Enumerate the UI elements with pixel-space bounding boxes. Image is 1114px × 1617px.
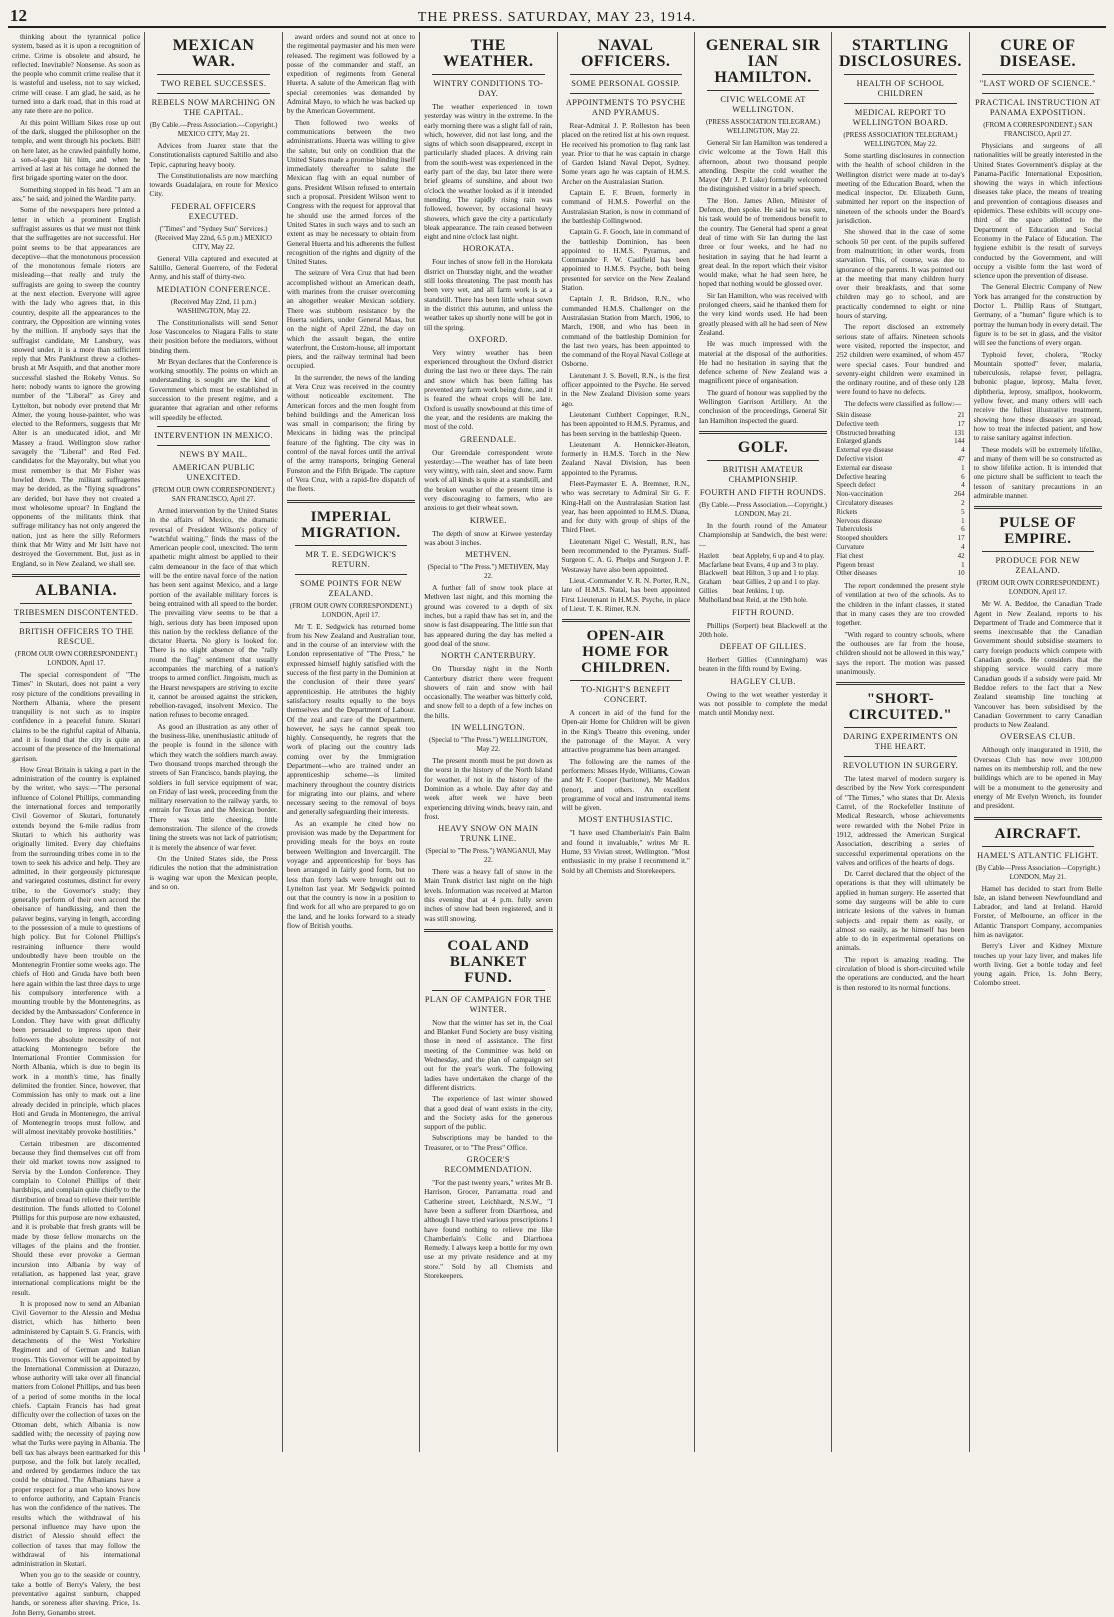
divider [20,622,132,623]
article-paragraph: Although only inaugurated in 1910, the Overseas Club has now over 100,000 names on its membership roll, and the new buildings which are to be opened in May will be a monument to the generosity and energy of Mr Evelyn Wrench, its founder and president. [973,745,1102,811]
defect-name: Non-vaccination [836,490,883,499]
article-paragraph: On Thursday night in the North Canterbury district there were frequent showers of rain and snow with hail occasionally. The weather was bitterly cold, and snow fell to a depth of a few inches on the hills. [424,664,553,720]
article-paragraph: In the fourth round of the Amateur Championship at Sandwich, the best were:— [698,520,828,549]
divider [836,682,964,685]
table-row [836,464,964,473]
subheadline: NORTH CANTERBURY. [441,651,536,661]
table-row [836,411,964,420]
article-paragraph: Four inches of snow fell in the Horokata district on Thursday night, and the weather still looks threatening. The past month has been very wet, and all farm work is at a standstill. There has been little wheat sown in the district this autumn, and unless the weather takes up shortly none will be got in till the spring. [424,257,553,332]
defect-name: Speech defect [836,481,876,490]
article-paragraph: Now that the winter has set in, the Coal and Blanket Fund Society are busy visiting those in need of assistance. The first meeting of the Committee was held on Wednesday, and the plan of campaign set out for the year's work. The following ladies have undertaken the charge of the different districts. [424,1017,553,1092]
article-paragraph: A concert in aid of the fund for the Open-air Home for Children will be given in the King's Theatre this evening, under the patronage of the Mayor. A very attractive programme has been arranged. [561,708,690,755]
divider [974,817,1102,820]
headline-naval-officers: NAVAL OFFICERS. [580,37,671,70]
columns [8,32,1106,1617]
article-paragraph: Advices from Juarez state that the Constitutionalists captured Saltillo and also Tepic, capturing heavy booty. [149,141,278,169]
paper-title-date: THE PRESS. SATURDAY, MAY 23, 1914. [417,10,697,25]
table-row [836,517,964,526]
headline-sir-ian-hamilton: GENERAL SIR IAN HAMILTON. [705,37,821,86]
defect-name: Defective teeth [836,419,879,428]
defect-name: Tuberculosis [836,525,873,534]
article-paragraph: Fleet-Paymaster E. A. Bremner, R.N., who was secretary to Admiral Sir G. F. King-Hall on the Australasian Station last year, has been appointed to H.M.S. Diana, and for duty with group of ships of the Third Fleet. [561,478,690,535]
divider [982,846,1094,847]
subheadline: GREENDALE. [460,434,517,444]
table-row [836,481,964,490]
article-paragraph: Our Greendale correspondent wrote yesterday:—The weather has of late been very wintry, with rain, sleet and snow. Farm work of all kinds is quite at a standstill, and the broken weather of the present time is very discouraging to farmers, who are anxious to get their wheat sown. [424,447,553,513]
defect-count: 131 [954,428,965,437]
article-paragraph: As good an illustration as any other of the business-like, unenthusiastic attitude of the people is found in the silence with which they watch the soldiers march away. Two thousand troops marched through the streets of San Francisco, bands playing, the soldiers in full service equipment of war, on Friday of last week, proceeding from the military reservation to the railway yards, to entrain for Texas and the Mexican border. There was little cheering, little demonstration. The silence of the crowds lining the streets was not lack of patriotism; it is merely the absence of war fever. [149,721,278,852]
article-paragraph: The present month must be put down as the worst in the history of the North Island for weather, if not in the history of the Dominion as a whole. Day after day and week after week we have been experiencing driving winds, heavy rain, and frost. [424,756,553,821]
dateline: (By Cable.—Press Association.—Copyright.) LONDON, May 21. [699,500,827,518]
headline-aircraft: AIRCRAFT. [994,825,1081,842]
article-paragraph: The Hon. James Allen, Minister of Defence, then spoke. He said he was sure, his task would be of tremendous benefit to the country. The General had spent a great deal of time with Sir Ian during the last three or four weeks, and he had no hesitation in saying that he had learnt a great deal. In the report which their visitor would make, what he had seen here, he hoped that nothing would be glossed over. [698,195,828,289]
subheadline: SOME POINTS FOR NEW ZEALAND. [300,578,402,598]
headline-coal-blanket-fund: COAL AND BLANKET FUND. [447,937,530,986]
article-paragraph: "With regard to country schools, where the outhouses are far from the house, children should not be allowed in this way," says the report. The motion was passed unanimously. [836,629,965,676]
column-5 [558,32,695,1452]
table-row [836,455,964,464]
subheadline: TO-NIGHT'S BENEFIT CONCERT. [580,685,671,705]
table-row [836,473,964,482]
article-paragraph: How Great Britain is taking a part in the administration of the country is explained by the writer, who says:—"The personal influence of Colonel Phillips, commanding the international forces and temporarily Civil Governor of Skutari, fortunately extends beyond the 6-mile radius from Skutari to which his authority was originally limited. Every day chieftains from the surrounding tribes come in to the town to seek his advice and help. They are admitted, in their gorgeously picturesque and variegated costumes, distinct for every tribe, to the Governor's study; they generally perform of their own accord the obeisance of handkissing, and then the palaver begins, varying in length, according to the possession of a mule to questions of high policy. But for Colonel Phillips's restraining influence there would undoubtedly have been trouble on the Montenegrin Frontier some weeks ago. The chiefs of Hoti and Gruda have both been here again within the last three days to urge his compulsory interference with a mounting trouble by the Montenegrins, as decided by the Ambassadors' Conference in London. They have with great difficulty been persuaded to impress upon their followers the absolute necessity of not attacking Montenegro before the International Frontier Commission for North Albania, which is due to begin its work in a month's time, has finally delimited the frontier. Since, however, that Commission has only to mark out a line already decided in principle, which places Hoti and Gruda in Montenegro, the arrival of Montenegrin troops must follow, and will almost inevitably provoke hostilities." [12,764,141,1137]
divider [157,426,269,427]
defect-name: External ear disease [836,463,893,472]
subheadline: OVERSEAS CLUB. [1000,732,1076,742]
subheadline: REVOLUTION IN SURGERY. [842,761,959,771]
player-name: Mulholland [698,595,732,604]
defect-count: 42 [957,551,965,560]
divider [157,74,269,75]
player-name: Macfarlane [698,560,731,569]
subheadline: HEAVY SNOW ON MAIN TRUNK LINE. [438,824,539,844]
article-paragraph: Very wintry weather has been experienced throughout the Oxford district during the last two or three days. The rain and snow which has been falling has prevented any farm work being done, and it is feared the wheat crops will be late. Oxford is usually snowbound at this time of the year, and the residents are making the most of the cold. [424,347,553,432]
defect-name: Defective hearing [836,472,887,481]
column-8 [970,32,1106,1452]
article-paragraph: There was a heavy fall of snow in the Main Trunk district last night on the high levels. Information was received at Marton this evening that at 4 p.m. fully seven inches of snow had been registered, and it was still snowing. [424,867,553,923]
masthead [8,6,1106,28]
headline-weather: THE WEATHER. [443,37,534,70]
article-paragraph: The latest marvel of modern surgery is described by the New York correspondent of "The Times," who states that Dr. Alexis Carrel, of the Rockefeller Institute of Medical Research, whose achievements were rewarded with the Nobel Prize in 1912, addressed the American Surgical Association, describing a series of successful experimental operations on the valves and orifices of the hearts of dogs. [836,774,965,867]
table-row [836,446,964,455]
article-paragraph: Lieutenant Cuthbert Coppinger, R.N., has been appointed to H.M.S. Pyramus, and has been serving in the battleship Queen. [561,409,690,438]
table-row [836,420,964,429]
article-paragraph: Some startling disclosures in connection with the health of school children in the Wellington district were made at to-day's meeting of the Education Board, when the medical inspector, Dr. Elizabeth Gunn, submitted her report on the inspection of nineteen of the schools under the Board's jurisdiction. [836,151,965,226]
article-paragraph: Subscriptions may be handed to the Treasurer, or to "The Press" Office. [424,1133,553,1152]
dateline: (FROM OUR OWN CORRESPONDENT.) LONDON, April 17. [14,649,138,667]
defect-name: Enlarged glands [836,437,882,446]
golf-results-table [699,552,827,605]
advertisement: "For the past twenty years," writes Mr B. Harrison, Grocer, Parramatta road and Catherine street, Leichhardt, N.S.W., "I have been a sufferer from Diarrhoea, and although I have tried various prescriptions I have found nothing to relieve me like Chamberlain's Colic and Diarrhoea Remedy. I always keep a bottle for my own use at my private residence and at my store." Sold by all Chemists and Storekeepers. [424,1178,553,1281]
result-text: beat Jenkins, 1 up. [732,586,785,595]
defect-count: 17 [957,534,965,543]
divider [157,93,269,94]
divider [707,90,819,91]
subheadline: "LAST WORD OF SCIENCE." [979,79,1096,88]
table-row [836,552,964,561]
column-2 [145,32,282,1452]
subheadline: BRITISH AMATEUR CHAMPIONSHIP. [722,464,804,484]
divider [295,545,407,546]
article-paragraph: The report condemned the present style of ventilation at two of the schools. As to the children in the infant classes, it stated that in many cases they are too crowded together. [836,581,965,628]
table-row [836,508,964,517]
defect-count: 4 [961,481,965,490]
column-3 [283,32,420,1452]
subheadline: FEDERAL OFFICERS EXECUTED. [171,201,257,221]
article-paragraph: It is proposed now to send an Albanian Civil Governor to the Alessio and Medua district, which has hitherto been administered by Captain S. G. Francis, with detachments of the West Yorkshire Regiment and of German and Italian troops. This Governor will be appointed by the International Commission at Durazzo, whose authority will take over all financial matters from Colonel Phillips, and has been of a period of some months in the local chiefs. Captain Francis has had great difficulty over the collection of taxes on the Ottoman debt, which Albania is now saddled with; the necessity of paying now what the Turks were paying in Albania. The bell tax has always been earmarked for this purpose, and the folk but lately recalled, and ordered by gendarmes induce the tax could be obtained. The Albanians have a proper respect for a man who knows how to enforce authority, and Captain Francis has won the confidence of the natives. The results which the withdrawal of his personal influence may have upon the district of Alessio should effect the collection of taxes that may follow the withdrawal of his international administration in Skutari. [12,1298,141,1569]
advertisement: When you go to the seaside or country, take a bottle of Berry's Valery, the best preventative against sunburn, chapped hands, or soreness after shaving. Price, 1s. John Berry, Gonambo street. [12,1570,141,1617]
subheadline: HAMEL'S ATLANTIC FLIGHT. [977,850,1099,860]
defects-table [836,411,964,578]
headline-mexican-war: MEXICAN WAR. [172,37,255,70]
article-paragraph: Captain E. F. Bruen, formerly in command of H.M.S. Powerful on the Australasian Station, is now in command of the battleship Collingwood. [561,188,690,225]
result-text: beat Appleby, 6 up and 4 to play. [732,551,825,560]
dateline: (FROM A CORRESPONDENT.) SAN FRANCISCO, April 27. [983,121,1093,138]
headline-cure-of-disease: CURE OF DISEASE. [999,37,1077,70]
table-row [836,437,964,446]
article-paragraph: The Constitutionalists are now marching towards Guadalajara, en route for Mexico City. [149,170,278,199]
defect-count: 5 [961,507,965,516]
article-paragraph: The seizure of Vera Cruz that had been accomplished without an American death, with marines from the cruiser overcoming an altogether weaker Mexican soldiery. There was stubborn resistance by the Huerta soldiers, under General Maas, but on the night of April 22nd, the day on which the assault began, the entire waterfront, the Custom-house, all important piers, and the railway terminal had been occupied. [286,268,416,371]
headline-open-air-home: OPEN-AIR HOME FOR CHILDREN. [581,628,671,677]
defect-count: 2 [961,498,965,507]
subheadline: OXFORD. [468,334,508,344]
headline-short-circuited: "SHORT-CIRCUITED." [848,691,953,724]
article-paragraph: The weather experienced in town yesterday was wintry in the extreme. In the early morning there was a slight fall of rain, which, however, did not last long, and the signs of which soon disappeared, except in particularly shaded places. A driving rain from the south-west was experienced in the early part of the day, but later there were brief gleams of sunshine, and about two o'clock the weather looked as if it intended mending. The rapidly rising rain was followed, however, by occasional heavy showers, which gave the city a particularly bleak appearance. The rain ceased between eight and nine o'clock last night. [424,102,553,242]
subheadline: CIVIC WELCOME AT WELLINGTON. [720,95,806,114]
divider [570,680,682,681]
article-paragraph: The guard of honour was supplied by the Wellington Garrison Artillery. At the conclusion of the proceedings, General Sir Ian Hamilton inspected the guard. [698,387,828,425]
player-name: Graham [698,578,722,587]
defect-name: Flat chest [836,551,864,560]
divider [157,445,269,446]
defect-name: Pigeon breast [836,560,875,569]
column-4 [420,32,557,1452]
subheadline: PRODUCE FOR NEW ZEALAND. [995,556,1081,576]
subheadline: FOURTH AND FIFTH ROUNDS. [699,487,827,497]
article-paragraph: Mr T. E. Sedgwick has returned home from his New Zealand and Australian tour, and in the course of an interview with the London representative of "The Press," he expressed himself highly satisfied with the success of the first party in the Dominion at the conclusion of their three years' apprenticeship. He attributes the highly satisfactory results equally to the boys themselves and the Department of Labour. Of the zeal and care of the Department, however, he says he cannot speak too highly. Consequently, he regrets that the work of placing out the country lads coming over by the Immigration Department—who are trained under an apprenticeship scheme—is limited machinery throughout the country districts for migrating into our plains, and where necessary seeing to the removal of boys and generally safeguarding their interests. [286,621,416,817]
subheadline: PLAN OF CAMPAIGN FOR THE WINTER. [424,994,552,1014]
article-paragraph: award orders and sound not at once to the regimental paymaster and his men were released. The regiment was followed by a posse of the commander and staff, an expedition of regiments from General Huerta. A salute of the American flag with special ceremonies was demanded by Admiral Mayo, to which he was backed up by the American Government. [286,32,416,116]
divider [432,74,544,75]
article-paragraph: A further fall of snow took place at Methven last night, and this morning the ground was covered to a depth of six inches, but a rapid thaw has set in, and the snow is fast disappearing. The little sun that has appeared during the day has melted a good deal of the snow. [424,583,553,648]
subheadline: DEFEAT OF GILLIES. [719,642,807,652]
divider [424,929,552,932]
subheadline: HEALTH OF SCHOOL CHILDREN [856,79,945,98]
article-paragraph: Armed intervention by the United States in the affairs of Mexico, the dramatic reversal of President Wilson's policy of "watchful waiting," finds the mass of the American people cool, unexcited. The term apathetic might almost be applied to their calm demeanour in the face of that which will be the entire naval force of the nation has been sent against Mexico, and a large portion of the available military forces is being entrained with all speed to the border. The prevailing view seems to be that a high, serious duty has been imposed upon this nation by the reckless defiance of the dictator Huerta. No glory is looked for. There is no slight absence of the "rally round the flag" sentiment that usually accompanies the marching of a nation's troops to armed conflict. Jingoism, much as the Hearst newspapers are striving to excite it, cannot be aroused against the stricken, rebellion-ravaged, insolvent Mexico. The nation refuses to become enraged. [149,505,278,720]
subheadline: DARING EXPERIMENTS ON THE HEART. [842,732,958,752]
defect-count: 21 [957,411,965,420]
subheadline: HOROKATA. [462,244,514,254]
divider [699,431,827,434]
article-paragraph: Rear-Admiral J. P. Rolleston has been placed on the retired list at his own request. He received his promotion to flag rank last year. Prior to that he was captain in charge of Garden Island Naval Depot, Sydney. Some years ago he was captain of H.M.S. Archer on the Australasian Station. [561,121,690,186]
defect-name: Nervous disease [836,516,882,525]
defect-count: 4 [961,542,965,551]
article-paragraph: Then followed two weeks of communications between the two administrations. Huerta was willing to give the salute, but only on condition that the United States made a promise binding itself immediately thereafter to salute the Mexican flag with an equal number of guns. President Wilson refused to entertain such a proposal. President Wilson went to Congress with the request for approval that he should use the armed forces of the United States in such ways and to such an extent as may be necessary to obtain from General Huerta and his adherents the fullest recognition of the rights and dignity of the United States. [286,117,416,267]
defect-name: Other diseases [836,569,877,578]
advertisement: Berry's Liver and Kidney Mixture touches up your lazy liver, and makes life worth living. Get a bottle today and feel young again. Price, 1s. John Berry, Colombo street. [973,941,1102,988]
dateline: (Received May 22nd, 11 p.m.) WASHINGTON, May 22. [170,297,257,315]
dateline: (Special to "The Press.") WELLINGTON, May 22. [429,736,548,754]
article-paragraph: The experience of last winter showed that a good deal of want exists in the city, and the Society asks for the generous support of the public. [424,1094,553,1132]
article-paragraph: The General Electric Company of New York has arranged for the construction by Doctor L. Phillip Raus of Stuttgart, Germany, of a "human" figure which is to portray the human body in every detail. The figure is to be set in glass, and the visitor will see the functions of every organ. [973,282,1102,348]
dateline: (FROM OUR OWN CORRESPONDENT.) LONDON, April 17. [976,579,1099,597]
table-row [836,543,964,552]
subheadline: MR T. E. SEDGWICK'S RETURN. [305,549,397,569]
defect-count: 264 [954,490,965,499]
headline-startling-disclosures: STARTLING DISCLOSURES. [838,37,962,70]
result-text: beat Reid, at the 19th hole. [732,595,808,604]
defect-name: External eye disease [836,446,894,455]
dateline: (By Cable—Press Association—Copyright.) LONDON, May 21. [975,863,1100,881]
table-row [836,525,964,534]
table-row [699,587,827,596]
dateline: (PRESS ASSOCIATION TELEGRAM.) WELLINGTON, May 22. [843,131,958,148]
divider [974,506,1102,509]
dateline: (FROM OUR OWN CORRESPONDENT.) LONDON, April 17. [289,601,413,619]
defect-count: 1 [961,516,965,525]
table-row [699,578,827,587]
article-paragraph: General Villa captured and executed at Saltillo, General Guerrero, of the Federal Army, and his staff of thirty-two. [149,253,278,282]
subheadline: NEWS BY MAIL. [179,449,248,459]
article-paragraph: The report is amazing reading. The circulation of blood is short-circuited while the operations are conducted, and the heart is then restored to its normal functions. [836,954,965,992]
defect-count: 17 [957,419,965,428]
subheadline: REBELS NOW MARCHING ON THE CAPITAL. [151,98,276,117]
subheadline: METHVEN. [465,550,512,560]
article-paragraph: He was much impressed with the material at the disposal of the authorities. He had no hesitation in saying that the defence scheme of New Zealand was a magnificent piece of organisation. [698,339,828,386]
subheadline: IN WELLINGTON. [451,723,526,733]
article-paragraph: These models will be extremely lifelike, and many of them will be so constructed as to show lifelike action. It is intended that one picture shall be sufficient to teach the lesson of sanitary precautions in an admirable manner. [973,444,1102,500]
defect-name: Rickets [836,507,858,516]
player-name: Gillies [698,586,718,595]
page-number: 12 [10,6,27,25]
divider [844,756,956,757]
subheadline: INTERVENTION IN MEXICO. [154,430,273,440]
subheadline: TRIBESMEN DISCONTENTED. [13,607,139,617]
headline-albania: ALBANIA. [35,581,118,599]
defect-name: Obstructed breathing [836,428,896,437]
table-row [836,499,964,508]
article-paragraph: The following are the names of the performers: Misses Hyde, Williams, Cowan and Mr F. Cooper (baritone), Mr Maddox (tenor), and others. An excellent programme of vocal and instrumental items will be given. [561,756,690,813]
table-row [836,569,964,578]
article-paragraph: Dr. Carrel declared that the object of the operations is that they will ultimately be applied in human surgery. He asserted that some day surgeons will be able to cure intricate lesions of the valves in human subjects and repair them as easily, or almost so easily, as he himself has been able to do in experimental operations on animals. [836,869,965,953]
defect-name: Defective vision [836,455,883,463]
result-text: beat Evans, 4 up and 3 to play. [732,560,819,569]
divider [982,74,1094,75]
defect-count: 1 [961,560,965,569]
article-paragraph: Hamel has decided to start from Belle Isle, an island between Newfoundland and Labrador, and land at Ireland. Harold Forster, of Melbourne, an officer in the Atlantic Transport Company, accompanies him as navigator. [973,883,1102,939]
article-paragraph: On the United States side, the Press ridicules the notion that the administration is waging war upon the Mexican people, and so on. [149,853,278,891]
headline-imperial-migration: IMPERIAL MIGRATION. [301,508,401,541]
subheadline: HAGLEY CLUB. [730,676,796,686]
defect-count: 10 [957,569,965,578]
article-paragraph: Mr Bryan declares that the Conference is working smoothly. The points on which an understanding is sought are the kind of Government which must be established in succession to the present regime, and a guarantee that agrarian and other reforms will speedily be effected. [149,356,278,422]
table-row [836,561,964,570]
article-paragraph: Something stopped in his head. "I am an ass," he said, and joined the Wardite party. [12,184,141,204]
article-paragraph: The special correspondent of "The Times" in Skutari, does not paint a very rosy picture of the conditions prevailing in Northern Albania, where the present tranquility is not such as to inspire confidence in a peaceful future. Skutari claims to be the rightful capital of Albania, and it is found that the city is quite an account of the presence of the International garrison. [12,669,141,763]
article-paragraph: thinking about the tyrannical police system, based as it is upon a recognition of crime. Crime is obsolete and absurd, he reflected. Inevitable? Nonsense. As soon as the people who commit crime realise that it is wasteful and useless, not to say wicked, crime will cease. I am glad, he said, as he turned into a dark road, that in this road at any rate there are no police. [12,32,141,116]
divider [844,103,956,104]
article-paragraph: The report disclosed an extremely serious state of affairs. Nineteen schools were visited, reported the inspector, and 252 children were examined, of whom 457 were special cases. Four hundred and seventy-eight children were examined in the ordinary routine, and of these only 128 were found to have no defects. [836,322,965,397]
subheadline: APPOINTMENTS TO PSYCHE AND PYRAMUS. [565,98,686,117]
defect-name: Stooped shoulders [836,534,888,543]
defect-count: 1 [961,463,965,472]
table-row [836,534,964,543]
subheadline: SOME PERSONAL GOSSIP. [571,79,681,88]
article-paragraph: Phillips (Sorpert) beat Blackwell at the 20th hole. [698,620,828,639]
defect-count: 47 [957,455,965,463]
divider [287,500,415,503]
article-paragraph: As an example he cited how no provision was made by the Department for providing meals for the boys en route between Wellington and Invercargill. The voyage and apprenticeship for boys has been arranged in fairly good form, but no less than forty lads were brought out to Lyttelton last year. Mr Sedgwick pointed out that the country is now in a position to find work for all who are prepared to go on the land, and he looks forward to a steady flow of British youths. [286,818,416,931]
table-row [699,596,827,605]
subheadline: WINTRY CONDITIONS TO-DAY. [433,79,544,98]
divider [707,460,819,461]
divider [570,74,682,75]
divider [570,93,682,94]
column-7 [832,32,969,1452]
divider [844,727,956,728]
article-paragraph: Lieutenant Nigel C. Westall, R.N., has been recommended to the Pyramus. Staff-Surgeon C. A. G. Phelps and Surgeon J. P. Westaway have also been appointed. [561,536,690,574]
article-paragraph: Mr W. A. Beddoe, the Canadian Trade Agent in New Zealand, reports to his Department of Trade and Commerce that it seems inexcusable that the Canadian Government should subsidise steamers to carry foreign products which compete with Canadian goods. He considers that the shipping service would carry more Canadian goods if a subsidy were paid. Mr Beddoe refers to the fact that a New Zealand steamship line touching at Vancouver has been subsidised by the Canadian Government to carry Canadian products to New Zealand. [973,599,1102,730]
result-text: beat Gillies, 2 up and 1 to play. [732,578,820,587]
subheadline: BRITISH OFFICERS TO THE RESCUE. [19,626,134,646]
subheadline: MEDIATION CONFERENCE. [156,284,271,294]
article-paragraph: Lieutenant J. S. Bovell, R.N., is the first officer appointed to the Psyche. He served in the New Zealand Division some years ago. [561,370,690,408]
defect-count: 6 [961,525,965,534]
subheadline: PRACTICAL INSTRUCTION AT PANAMA EXPOSITION. [975,98,1101,117]
column-6 [695,32,832,1452]
divider [12,574,140,577]
article-paragraph: Herbert Gillies (Cunningham) was beaten in the fifth round by Ewing. [698,655,828,674]
article-paragraph: The Constitutionalists will send Senor Jose Vasconcelos to Niagara Falls to state their position before the mediators, without binding them. [149,317,278,355]
dateline: (By Cable.—Press Association.—Copyright.) MEXICO CITY, May 21. [149,121,278,138]
player-name: Hazlett [698,551,720,560]
defect-count: 6 [961,472,965,481]
divider [432,990,544,991]
article-paragraph: Typhoid fever, cholera, "Rocky Mountain spotted" fever, malaria, tuberculosis, relapse fever, pellagra, bubonic plague, leprosy, Malta fever, diphtheria, leprosy, smallpox, hookworm, yellow fever, and many others will each receive the fullest illustrative treatment, showing how these diseases are spread, how to treat the infected patient, and how to raise sanitary against infection. [973,349,1102,443]
table-row [836,429,964,438]
defect-count: 4 [961,446,965,455]
dateline: (PRESS ASSOCIATION TELEGRAM.) WELLINGTON, May 22. [706,118,821,135]
article-paragraph: She showed that in the case of some schools 50 per cent. of the pupils suffered from malnutrition; in other words, from starvation. This, of course, was due to ignorance of the parents. It was pointed out at the meeting that many children hurry over their breakfasts, and that some children may go to school, and are practically condemned to eight or nine hours of starving. [836,227,965,321]
article-paragraph: The defects were classified as follow:— [844,398,962,408]
divider [982,93,1094,94]
article-paragraph: Lieut.-Commander V. R. N. Porter, R.N., late of H.M.S. Natal, has been appointed First Lieutenant in H.M.S. Psyche, in place of Lieut. T. K. Rimer, R.N. [561,575,690,613]
table-row [699,561,827,570]
headline-pulse-of-empire: PULSE OF EMPIRE. [999,515,1077,548]
article-paragraph: Some of the newspapers here printed a letter in which a prominent English suffragist assures us that we must not think that the suffragettes are not successful. Her point seems to be that appearances are deceptive—that the monotonous procession of the monotonous female rioters are misleading—that really and truly the suffragists are going to sweep the country at the next election. Everyone will agree with the lady who agrees that, in this country, despite all the appearances to the contrary, the Opposition are winning votes by the million. If anybody says that the suffragist candidate, Mr Lansbury, was snowed under, it is a more than sufficient reply that Mrs Pankhurst threw a clothes-brush at Mr Asquith, and that another more successful slashed the Rokeby Venus. So here: nobody wants to ignore the growing number of the "Liberal" as Grey and Lyttelton, but nobody ever pretend that Mr Almer, the young house-painter, who was elected to the Reformers, suggests that Mr Alter is an uneducated idiot, and Mr Massey a fraud. Wellington slow rather savagely the "Liberal" and Red Fed. candidates for the Mayoralty, but what you must remember is that Mr Fisher was howled down. The militant suffragettes may be derided, as the "flying squadrons" are derided, but have they not created a most wholesome uproar? In England the opponents of the militants think that suffrage militancy has not only angered the nation, just as here the silly Reformers think that Mr Witty and Mr Isitt have not destroyed the Government. But, just as in England, so in New Zealand, we shall see. [12,205,141,568]
headline-golf: GOLF. [737,438,789,456]
article-paragraph: At this point William Sikes rose up out of the dark, slugged the philosopher on the temple, and went through his pockets. Bill! on here later, as he crawled painfully home, a son-of-a-gun hit him, and when he arrived at last at his cottage he donned the first brigade sporting water on the door. [12,117,141,183]
article-paragraph: Captain G. F. Gooch, late in command of the battleship Dominion, has been appointed to H.M.S. Pyramus, and Commander F. W. Caulfield has been appointed to H.M.S. Psyche, both being presented for service on the New Zealand Station. [561,227,690,293]
defect-name: Circulatory diseases [836,498,893,507]
article-paragraph: Lieutenant A. Hennicker-Heaton, formerly in H.M.S. Torch in the New Zealand Naval Division, has been appointed to the Pyramus. [561,439,690,477]
article-paragraph: Sir Ian Hamilton, who was received with prolonged cheers, said he thanked them for the very kind words used. He had been greatly pleased with all he had seen of New Zealand. [698,290,828,337]
subheadline: MOST ENTHUSIASTIC. [578,815,673,825]
defect-count: 144 [954,437,965,446]
article-paragraph: Physicians and surgeons of all nationalities will be greatly interested in the United States Government's display at the Panama-Pacific International Exposition, showing the ways in which infectious diseases take place, the means of treating and prevention of contagious diseases and epidemics. These exhibits will occupy one-third of the space allotted to the Department of Education and Social Economy in the Palace of Education. The hygiene exhibit is the result of surveys conducted by the Government, and will occupy a visible form the last word of science upon the prevention of disease. [973,141,1102,281]
advertisement: "I have used Chamberlain's Pain Balm and found it invaluable," writes Mr R. Hume, 93 Vivian street, Wellington. "Most enthusiastic in my praise I recommend it." Sold by all Chemists and Storekeepers. [561,828,690,875]
table-row [836,490,964,499]
subheadline: MEDICAL REPORT TO WELLINGTON BOARD. [852,108,949,127]
divider [562,619,690,622]
divider [20,603,132,604]
article-paragraph: Owing to the wet weather yesterday it was not possible to complete the medal match until Monday next. [698,689,828,718]
subheadline: TWO REBEL SUCCESSES. [160,79,267,88]
result-text: beat Hilton, 3 up and 1 to play. [732,569,820,578]
article-paragraph: Certain tribesmen are discontented because they find themselves cut off from their old market towns now assigned to Servia by the London Conference. They complain to Colonel Phillips of their hardships, and complain quite chiefly to the distribution of bread to relieve their terrible destitution. The funds allotted to Colonel Phillips for this purpose are now exhausted, and it is probable that fresh grants will be made by those fellow monarchs on the villages of the plains and the frontier. Should these ever provoke a German incursion into Albania by way of retaliation, as happened last year, grave international complications might be the result. [12,1138,141,1297]
article-paragraph: General Sir Ian Hamilton was tendered a civic welcome at the Town Hall this afternoon, about two thousand people attending. Despite the cold weather the Mayor (Mr J. P. Luke) formally welcomed the distinguished visitor in a brief speech. [698,138,828,194]
subheadline: GROCER'S RECOMMENDATION. [444,1155,533,1175]
subheadline: AMERICAN PUBLIC UNEXCITED. [172,462,255,482]
article-paragraph: The depth of snow at Kirwee yesterday was about 3 inches. [424,528,553,547]
table-row [699,552,827,561]
defect-name: Curvature [836,542,865,551]
dateline: (Special to "The Press.") METHVEN, May 22. [427,563,549,581]
subheadline: FIFTH ROUND. [732,607,795,617]
defect-name: Skin disease [836,411,872,420]
player-name: Blackwell [698,569,728,578]
table-row [699,569,827,578]
dateline: (Special to "The Press.") WANGANUI, May 22. [425,847,552,865]
column-1 [8,32,145,1617]
subheadline: KIRWEE. [469,515,507,525]
dateline: (FROM OUR OWN CORRESPONDENT.) SAN FRANCISCO, April 27. [152,485,275,503]
article-paragraph: In the surrender, the news of the landing at Vera Cruz was received in the country without noticeable excitement. The American forces and the men fought from behind buildings and the American loss was small in comparison; the firing by Mexicans in hiding was the principal feature of the fighting. The city was in control of the naval forces until the arrival of the army transports, bringing General Funston and the Fifth Brigade. The capture of Vera Cruz, with a rapid-fire dispatch of the fleets. [286,372,416,494]
dateline: ("Times" and "Sydney Sun" Services.) (Received May 22nd, 6.5 p.m.) MEXICO CITY, May 22. [155,224,272,251]
divider [844,74,956,75]
article-paragraph: Captain J. R. Bridson, R.N., who commanded H.M.S. Challenger on the Australasian Station from March, 1906, to March, 1908, and who has been in command of the battleship Dominion for the last two years, has been appointed to the command of the Royal Naval College at Osborne. [561,294,690,369]
divider [295,574,407,575]
divider [982,551,1094,552]
